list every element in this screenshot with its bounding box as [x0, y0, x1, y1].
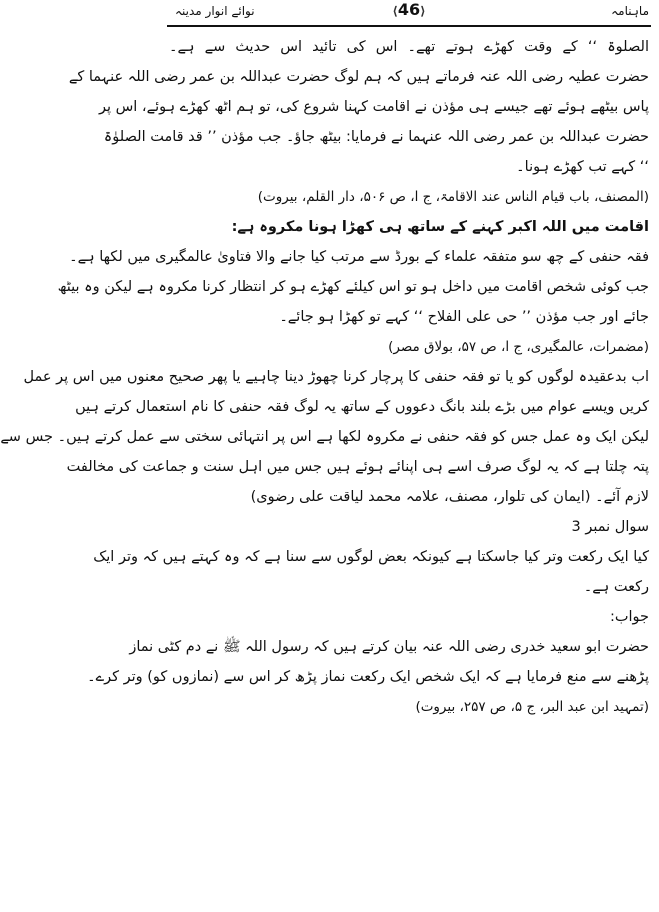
header-divider: [167, 25, 651, 27]
reference-line: (تمہید ابن عبد البر، ج ۵، ص ۲۵۷، بیروت): [415, 699, 649, 715]
body-line: پڑھنے سے منع فرمایا ہے کہ ایک شخص ایک رکعت نماز پڑھ کر اس سے (نمازوں کو) وتر کرے۔: [87, 669, 649, 685]
body-line: رکعت ہے۔: [583, 579, 649, 595]
reference-line: (المصنف، باب قیام الناس عند الاقامۃ، ج ا، ص ۵۰۶، دار القلم، بیروت): [257, 189, 649, 205]
body-line: حضرت ابو سعید خدری رضی اللہ عنہ بیان کرتے ہیں کہ رسول اللہ ﷺ نے دم کٹی نماز: [129, 639, 649, 655]
magazine-label: ماہنامہ: [611, 4, 649, 18]
body-line: فقہ حنفی کے چھ سو متفقہ علماء کے بورڈ سے مرتب کیا جانے والا فتاویٰ عالمگیری میں لکھا ہے۔: [69, 249, 649, 265]
body-line: اب بدعقیدہ لوگوں کو یا تو فقہ حنفی کا پرچار کرنا چھوڑ دینا چاہیے یا پھر صحیح معنوں میں اس پر عمل: [23, 369, 649, 385]
article-body: [0, 32, 649, 722]
body-line: الصلوۃ ‘‘ کے وقت کھڑے ہوتے تھے۔ اس کی تائید اس حدیث سے ہے۔: [169, 39, 649, 55]
page-number: ⟨46⟩: [392, 0, 426, 19]
body-line: لازم آئے۔ (ایمان کی تلوار، مصنف، علامہ محمد لیاقت علی رضوی): [250, 489, 649, 505]
page-header: [159, 0, 659, 26]
ornament-right-icon: ⟩: [420, 4, 426, 18]
section-heading: اقامت میں اللہ اکبر کہنے کے ساتھ ہی کھڑا ہونا مکروہ ہے:: [231, 219, 649, 235]
answer-heading: جواب:: [609, 609, 649, 625]
body-line: حضرت عبداللہ بن عمر رضی اللہ عنہما نے فرمایا: بیٹھ جاؤ۔ جب مؤذن ’’ قد قامت الصلوٰۃ: [103, 129, 649, 145]
body-line: کیا ایک رکعت وتر کیا جاسکتا ہے کیونکہ بعض لوگوں سے سنا ہے کہ وہ کہتے ہیں کہ وتر ایک: [93, 549, 649, 565]
body-line: لیکن ایک وہ عمل جس کو فقہ حنفی نے مکروہ لکھا ہے اس پر انتہائی سختی سے عمل کرتے ہیں۔ جس سے: [0, 429, 649, 445]
body-line: ‘‘ کہے تب کھڑے ہونا۔: [516, 159, 649, 175]
body-line: جب کوئی شخص اقامت میں داخل ہو تو اس کیلئے کھڑے ہو کر انتظار کرنا مکروہ ہے لیکن وہ بیٹھ: [57, 279, 649, 295]
body-line: پاس بیٹھے ہوئے تھے جیسے ہی مؤذن نے اقامت کہنا شروع کی، تو ہم اٹھ کھڑے ہوئے، اس پر: [98, 99, 649, 115]
ornament-left-icon: ⟨: [392, 4, 398, 18]
body-line: حضرت عطیہ رضی اللہ عنہ فرماتے ہیں کہ ہم لوگ حضرت عبداللہ بن عمر رضی اللہ عنہما کے: [68, 69, 649, 85]
body-line: پتہ چلتا ہے کہ یہ لوگ صرف اسے ہی اپنائے ہوئے ہیں جس میں اہل سنت و جماعت کی مخالفت: [66, 459, 649, 475]
body-line: جائے اور جب مؤذن ’’ حی علی الفلاح ‘‘ کہے تو کھڑا ہو جائے۔: [279, 309, 649, 325]
question-heading: سوال نمبر 3: [571, 519, 649, 535]
body-line: کریں ویسے عوام میں بڑے بلند بانگ دعووں کے ساتھ یہ لوگ فقہ حنفی کا نام استعمال کرتے ہیں: [75, 399, 649, 415]
publication-title: نوائے انوار مدینہ: [175, 4, 255, 18]
reference-line: (مضمرات، عالمگیری، ج ا، ص ۵۷، بولاق مصر): [388, 339, 649, 355]
